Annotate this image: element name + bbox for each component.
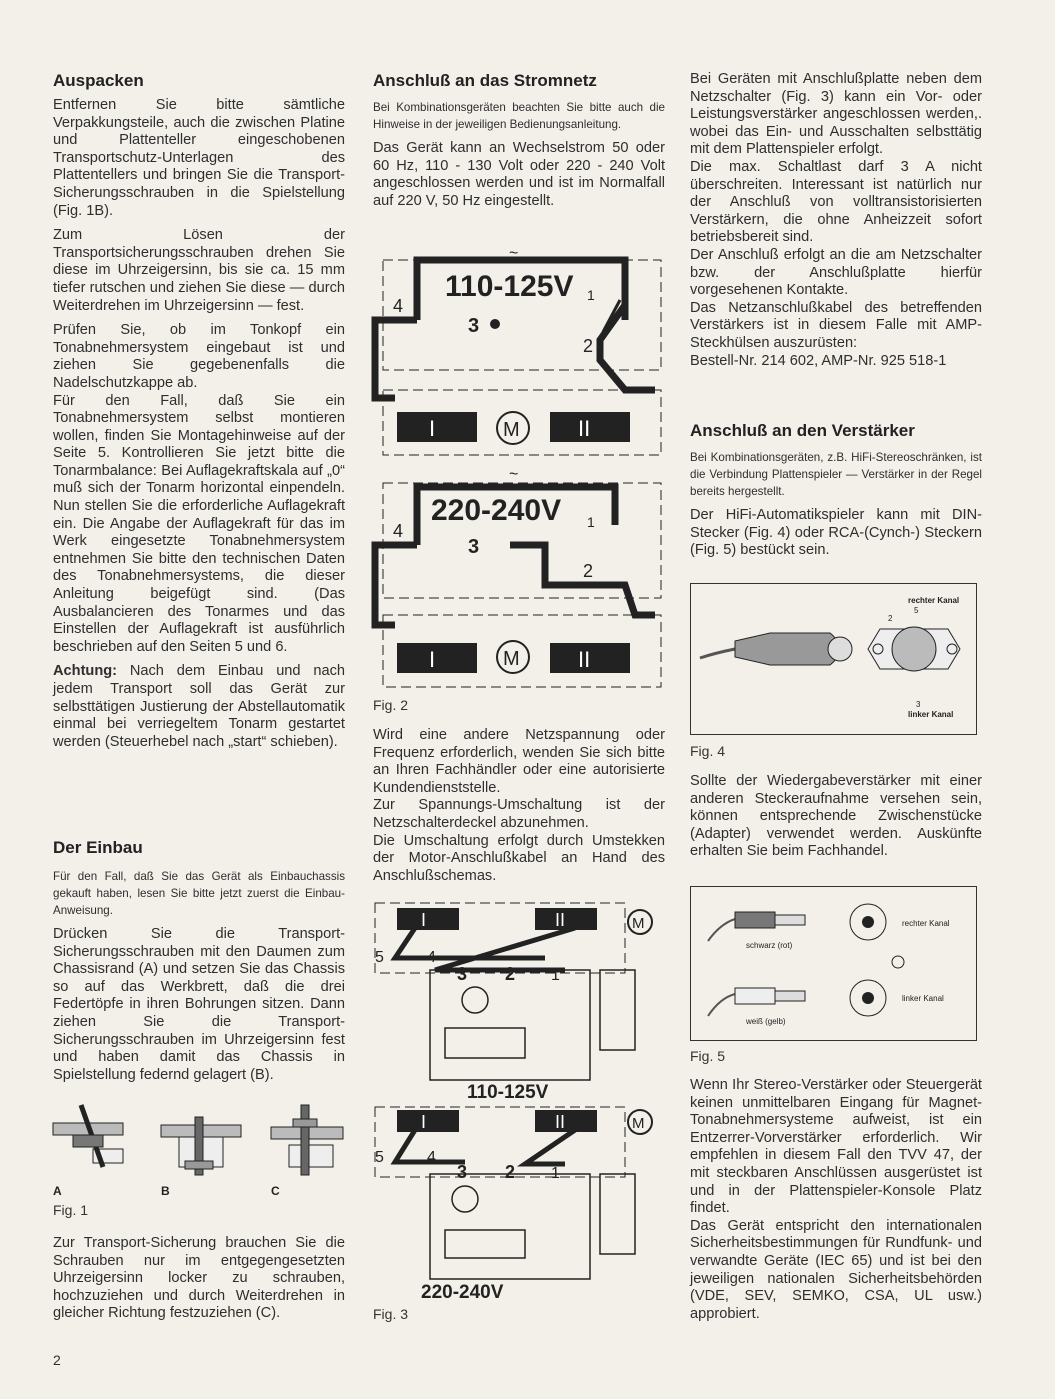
paragraph-small: Bei Kombinationsgeräten, z.B. HiFi-Stereoschränken, ist die Verbindung Plattenspieler — Verstärker in der Regel bereits hergestellt. bbox=[690, 451, 982, 498]
section-einbau bbox=[53, 838, 345, 1091]
screw-a bbox=[53, 1105, 123, 1167]
paragraph: Wird eine andere Netzspannung oder Frequenz erforderlich, wenden Sie sich bitte an Ihren Fachhändler oder eine autorisierte Kundendienststelle. bbox=[373, 727, 665, 796]
fig3-diagram-220v bbox=[375, 1102, 665, 1302]
svg-text:M: M bbox=[503, 648, 520, 670]
svg-text:~: ~ bbox=[509, 245, 519, 262]
fig1-label-c: C bbox=[271, 1184, 280, 1198]
paragraph: Der Anschluß erfolgt an die am Netzschalter bzw. der Anschlußplatte hierfür vorgesehenen Kontakte. bbox=[690, 246, 982, 299]
paragraph: Zur Transport-Sicherung brauchen Sie die Schrauben nur im entgegengesetzten Uhrzeigersinn locker zu schrauben, hochzuziehen und durch Weiterdrehen in gleicher Richtung festzuziehen (C). bbox=[53, 1235, 345, 1322]
fig2-caption: Fig. 2 bbox=[373, 697, 409, 713]
svg-text:M: M bbox=[632, 1115, 645, 1132]
svg-text:4: 4 bbox=[427, 1149, 436, 1166]
fig1-caption: Fig. 1 bbox=[53, 1202, 89, 1218]
svg-text:II: II bbox=[555, 1112, 566, 1132]
fig4-caption: Fig. 4 bbox=[690, 743, 726, 759]
fig2-diagram-220v bbox=[375, 465, 665, 690]
svg-text:2: 2 bbox=[888, 614, 893, 623]
svg-text:3: 3 bbox=[468, 536, 480, 558]
svg-text:3: 3 bbox=[468, 315, 480, 337]
paragraph: Sollte der Wiedergabeverstärker mit einer anderen Steckeraufnahme versehen sein, können entsprechende Zwischenstücke (Adapter) verwendet werden. Auskünfte erhalten Sie beim Fachhandel. bbox=[690, 773, 982, 860]
svg-text:2: 2 bbox=[505, 1162, 516, 1182]
fig2-diagram-110v bbox=[375, 240, 665, 460]
paragraph: Für den Fall, daß Sie ein Tonabnehmersystem selbst montieren wollen, finden Sie Montagehinweise auf der Seite 5. Kontrollieren Sie jetzt bitte die Tonarmbalance: Bei Auflagekraftskala auf „0“ muß sich der Tonarm horizontal einpendeln. Nun stellen Sie die erforderliche Auflagekraft ein. Die Angabe der Auflagekraft für das im Werk eingesetzte Tonabnehmersystem entnehmen Sie bitte den technischen Daten des Tonabnehmersystems, die dieser Anleitung beigefügt sind. (Das Ausbalancieren des Tonarmes und das Einstellen der Auflagekraft ist ausführlich beschrieben auf den Seiten 5 und 6. bbox=[53, 392, 345, 655]
heading-verstaerker: Anschluß an den Verstärker bbox=[690, 421, 915, 440]
svg-text:I: I bbox=[421, 910, 427, 930]
svg-text:~: ~ bbox=[509, 466, 519, 483]
paragraph: Bestell-Nr. 214 602, AMP-Nr. 925 518-1 bbox=[690, 352, 947, 369]
screw-b bbox=[161, 1117, 241, 1175]
svg-text:1: 1 bbox=[551, 967, 560, 984]
paragraph: Das Netzanschlußkabel des betreffenden Verstärkers ist in diesem Falle mit AMP-Steckhülsen auszurüsten: bbox=[690, 299, 982, 351]
fig5-rca-plugs bbox=[690, 886, 977, 1041]
fig1-label-a: A bbox=[53, 1184, 62, 1198]
heading-einbau: Der Einbau bbox=[53, 838, 143, 857]
voltage-label: 110-125V bbox=[445, 270, 574, 303]
svg-text:5: 5 bbox=[375, 949, 384, 966]
svg-text:1: 1 bbox=[551, 1165, 560, 1182]
section-auspacken bbox=[53, 71, 345, 758]
paragraph: Zur Spannungs-Umschaltung ist der Netzschalterdeckel abzunehmen. bbox=[373, 797, 665, 831]
fig3-diagram-110v bbox=[375, 898, 665, 1103]
voltage-label: 110-125V bbox=[467, 1082, 549, 1103]
voltage-label: 220-240V bbox=[421, 1282, 504, 1303]
svg-text:1: 1 bbox=[587, 287, 595, 303]
page-number: 2 bbox=[53, 1352, 61, 1368]
voltage-label: 220-240V bbox=[431, 494, 562, 527]
svg-text:2: 2 bbox=[505, 964, 516, 984]
svg-text:II: II bbox=[578, 416, 591, 441]
svg-text:1: 1 bbox=[587, 514, 595, 530]
svg-text:M: M bbox=[503, 419, 520, 441]
svg-text:3: 3 bbox=[916, 700, 921, 709]
svg-text:3: 3 bbox=[457, 964, 468, 984]
section-transport bbox=[53, 1235, 345, 1330]
svg-text:5: 5 bbox=[375, 1149, 384, 1166]
svg-text:schwarz (rot): schwarz (rot) bbox=[746, 941, 793, 950]
heading-stromnetz: Anschluß an das Stromnetz bbox=[373, 71, 597, 90]
svg-text:5: 5 bbox=[914, 606, 919, 615]
achtung-label: Achtung: bbox=[53, 663, 118, 680]
paragraph: Der HiFi-Automatikspieler kann mit DIN-Stecker (Fig. 4) oder RCA-(Cynch-) Steckern (Fig. 5) bestückt sein. bbox=[690, 507, 982, 559]
svg-text:rechter Kanal: rechter Kanal bbox=[902, 919, 950, 928]
paragraph: Prüfen Sie, ob im Tonkopf ein Tonabnehmersystem eingebaut ist und ziehen Sie gegebenenfalls die Nadelschutzkappe ab. bbox=[53, 322, 345, 391]
section-anschlussplatte bbox=[690, 71, 982, 377]
svg-text:I: I bbox=[429, 416, 436, 441]
section-umschaltung bbox=[373, 727, 665, 892]
paragraph: Das Gerät entspricht den internationalen Sicherheitsbestimmungen für Rundfunk- und verwandte Geräte (IEC 65) und ist bei den jeweiligen nationalen Sicherheitsbehörden (VDE, SEV, SEMKO, CSA, UL usw.) approbiert. bbox=[690, 1217, 982, 1322]
paragraph: Die max. Schaltlast darf 3 A nicht überschreiten. Interessant ist natürlich nur der Anschluß von volltransistorisierten Verstärkern, die ohne Anheizzeit sofort betriebsbereit sind. bbox=[690, 158, 982, 246]
screw-c bbox=[271, 1105, 343, 1175]
svg-text:weiß (gelb): weiß (gelb) bbox=[746, 1017, 786, 1026]
achtung-paragraph bbox=[53, 663, 345, 751]
svg-text:linker Kanal: linker Kanal bbox=[908, 710, 954, 719]
paragraph: Bei Geräten mit Anschlußplatte neben dem Netzschalter (Fig. 3) kann ein Vor- oder Leistungsverstärker angeschlossen werden,. wobei das Ein- und Ausschalten selbsttätig mit dem Plattenspieler erfolgt. bbox=[690, 71, 982, 158]
fig1-screw-illustrations bbox=[53, 1105, 343, 1200]
heading-auspacken: Auspacken bbox=[53, 71, 144, 90]
paragraph-small: Für den Fall, daß Sie das Gerät als Einbauchassis gekauft haben, lesen Sie bitte jetzt zuerst die Einbau-Anweisung. bbox=[53, 870, 345, 917]
svg-text:linker Kanal: linker Kanal bbox=[902, 994, 944, 1003]
svg-text:4: 4 bbox=[393, 521, 404, 541]
section-entzerrer bbox=[690, 1077, 982, 1330]
paragraph: Das Gerät kann an Wechselstrom 50 oder 60 Hz, 110 - 130 Volt oder 220 - 240 Volt angeschlossen werden und ist im Normalfall auf 220 V, 50 Hz eingestellt. bbox=[373, 140, 665, 209]
section-stromnetz bbox=[373, 71, 665, 217]
paragraph: Zum Lösen der Transportsicherungsschrauben drehen Sie diese im Uhrzeigersinn, bis sie ca. 15 mm tiefer rutschen und ziehen Sie diese — durch Weiterdrehen im Uhrzeigersinn — fest. bbox=[53, 227, 345, 314]
svg-text:4: 4 bbox=[393, 296, 404, 316]
paragraph: Wenn Ihr Stereo-Verstärker oder Steuergerät keinen unmittelbaren Eingang für Magnet-Tonabnehmersysteme aufweist, ist ein Entzerrer-Vorverstärker erforderlich. Wir empfehlen in diesem Fall den TVV 47, der mit steckbaren Anschlüssen ausgerüstet ist und in der Plattenspieler-Konsole Platz findet. bbox=[690, 1077, 982, 1217]
paragraph: Entfernen Sie bitte sämtliche Verpakkungsteile, auch die zwischen Platine und Plattenteller eingeschobenen Transportschutz-Unterlagen des Plattentellers und bringen Sie die Transport-Sicherungsschrauben in die Spielstellung (Fig. 1B). bbox=[53, 97, 345, 219]
svg-text:rechter Kanal: rechter Kanal bbox=[908, 596, 960, 605]
paragraph-small: Bei Kombinationsgeräten beachten Sie bitte auch die Hinweise in der jeweiligen Bedienungsanleitung. bbox=[373, 101, 665, 131]
svg-text:M: M bbox=[632, 915, 645, 932]
fig1-label-b: B bbox=[161, 1184, 170, 1198]
svg-text:3: 3 bbox=[457, 1162, 468, 1182]
svg-text:2: 2 bbox=[583, 336, 594, 356]
section-adapter bbox=[690, 773, 982, 868]
achtung-text: Nach dem Einbau und nach jedem Transport soll das Gerät zur selbsttätigen Justierung der Abstellautomatik einmal bei verriegeltem Tonarm gestartet werden (Steuerhebel nach „start“ schieben). bbox=[53, 663, 345, 750]
svg-text:II: II bbox=[555, 910, 566, 930]
svg-text:I: I bbox=[429, 647, 436, 672]
section-verstaerker bbox=[690, 421, 982, 567]
svg-text:4: 4 bbox=[427, 949, 436, 966]
fig3-caption: Fig. 3 bbox=[373, 1306, 409, 1322]
svg-text:I: I bbox=[421, 1112, 427, 1132]
svg-text:II: II bbox=[578, 647, 591, 672]
paragraph: Drücken Sie die Transport-Sicherungsschrauben mit den Daumen zum Chassisrand (A) und setzen Sie das Chassis so auf das Werkbrett, daß die drei Federtöpfe in ihren Bohrungen sitzen. Dann ziehen Sie die Transport-Sicherungsschrauben im Uhrzeigersinn fest und haben damit das Chassis in Spielstellung federnd gelagert (B). bbox=[53, 926, 345, 1083]
fig5-caption: Fig. 5 bbox=[690, 1048, 726, 1064]
paragraph: Die Umschaltung erfolgt durch Umstekken der Motor-Anschlußkabel an Hand des Anschlußschemas. bbox=[373, 832, 665, 884]
fig4-din-plug bbox=[690, 583, 977, 735]
svg-text:2: 2 bbox=[583, 561, 594, 581]
